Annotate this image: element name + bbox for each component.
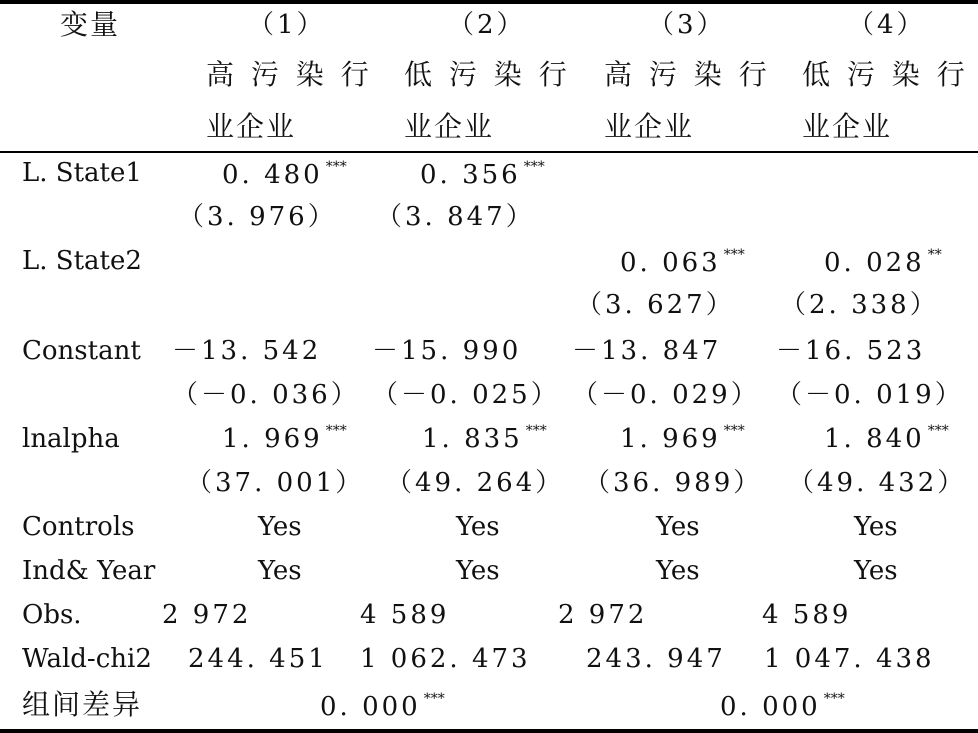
obs-col1: 2 972	[162, 600, 252, 630]
constant-col3-tstat: （－0. 029）	[572, 380, 760, 410]
lnalpha-col2-coef: 1. 835 ***	[422, 423, 547, 454]
lnalpha-col4-coef: 1. 840 ***	[824, 423, 949, 454]
header-col3-line1: 高 污 染 行	[604, 58, 771, 91]
lnalpha-col1-coef: 1. 969 ***	[222, 423, 347, 454]
table-bottom-rule	[0, 729, 978, 733]
row-label-state1: L. State1	[22, 158, 142, 188]
header-col1-line2: 业企业	[206, 110, 297, 143]
significance-stars: ***	[325, 423, 347, 439]
wald-col2: 1 062. 473	[360, 644, 531, 674]
table-top-rule	[0, 0, 978, 4]
significance-stars: ***	[723, 247, 745, 263]
wald-col3: 243. 947	[586, 644, 726, 674]
state2-col3-tstat: （3. 627）	[576, 290, 735, 320]
indyear-col3: Yes	[656, 556, 700, 586]
row-label-group-difference: 组间差异	[22, 688, 143, 721]
controls-col3: Yes	[656, 512, 700, 542]
significance-stars: ***	[723, 423, 745, 439]
row-label-state2: L. State2	[22, 246, 142, 276]
header-col1-number: （1）	[248, 10, 326, 40]
row-label-obs: Obs.	[22, 600, 82, 630]
state2-col3-coef: 0. 063 ***	[620, 247, 745, 278]
indyear-col2: Yes	[456, 556, 500, 586]
state1-col2-coef: 0. 356 ***	[420, 159, 545, 190]
lnalpha-col3-coef: 1. 969 ***	[620, 423, 745, 454]
header-col3-number: （3）	[648, 10, 726, 40]
obs-col2: 4 589	[360, 600, 450, 630]
significance-stars: ***	[423, 691, 445, 707]
header-col2-line1: 低 污 染 行	[404, 58, 571, 91]
header-col2-number: （2）	[448, 10, 526, 40]
group-difference-3-4: 0. 000 ***	[720, 691, 845, 722]
row-label-ind-year: Ind& Year	[22, 556, 156, 586]
significance-stars: **	[927, 247, 942, 263]
lnalpha-col1-tstat: （37. 001）	[186, 468, 365, 498]
constant-col2-tstat: （－0. 025）	[372, 380, 560, 410]
significance-stars: ***	[325, 159, 347, 175]
constant-col1-tstat: （－0. 036）	[172, 380, 360, 410]
significance-stars: ***	[927, 423, 949, 439]
constant-col4-tstat: （－0. 019）	[776, 380, 964, 410]
obs-col4: 4 589	[762, 600, 852, 630]
header-col4-line1: 低 污 染 行	[802, 58, 969, 91]
state2-col4-coef: 0. 028 **	[824, 247, 942, 278]
row-label-lnalpha: lnalpha	[22, 424, 120, 454]
lnalpha-col3-tstat: （36. 989）	[584, 468, 763, 498]
controls-col1: Yes	[258, 512, 302, 542]
state1-col2-tstat: （3. 847）	[376, 202, 535, 232]
state1-col1-coef: 0. 480 ***	[222, 159, 347, 190]
state2-col4-tstat: （2. 338）	[780, 290, 939, 320]
significance-stars: ***	[523, 159, 545, 175]
lnalpha-col4-tstat: （49. 432）	[788, 468, 967, 498]
constant-col1-coef: －13. 542	[172, 336, 322, 366]
constant-col2-coef: －15. 990	[372, 336, 522, 366]
significance-stars: ***	[525, 423, 547, 439]
header-col3-line2: 业企业	[604, 110, 695, 143]
wald-col4: 1 047. 438	[764, 644, 935, 674]
obs-col3: 2 972	[558, 600, 648, 630]
indyear-col1: Yes	[258, 556, 302, 586]
significance-stars: ***	[823, 691, 845, 707]
row-label-wald-chi2: Wald-chi2	[22, 644, 152, 674]
constant-col3-coef: －13. 847	[572, 336, 722, 366]
header-col4-line2: 业企业	[802, 110, 893, 143]
indyear-col4: Yes	[854, 556, 898, 586]
header-col1-line1: 高 污 染 行	[206, 58, 373, 91]
controls-col2: Yes	[456, 512, 500, 542]
table-header-rule	[0, 151, 978, 153]
header-variable-label: 变量	[60, 8, 121, 41]
header-col4-number: （4）	[848, 10, 926, 40]
header-col2-line2: 业企业	[404, 110, 495, 143]
controls-col4: Yes	[854, 512, 898, 542]
row-label-controls: Controls	[22, 512, 135, 542]
wald-col1: 244. 451	[188, 644, 328, 674]
state1-col1-tstat: （3. 976）	[178, 202, 337, 232]
lnalpha-col2-tstat: （49. 264）	[386, 468, 565, 498]
group-difference-1-2: 0. 000 ***	[320, 691, 445, 722]
row-label-constant: Constant	[22, 336, 141, 366]
constant-col4-coef: －16. 523	[776, 336, 926, 366]
